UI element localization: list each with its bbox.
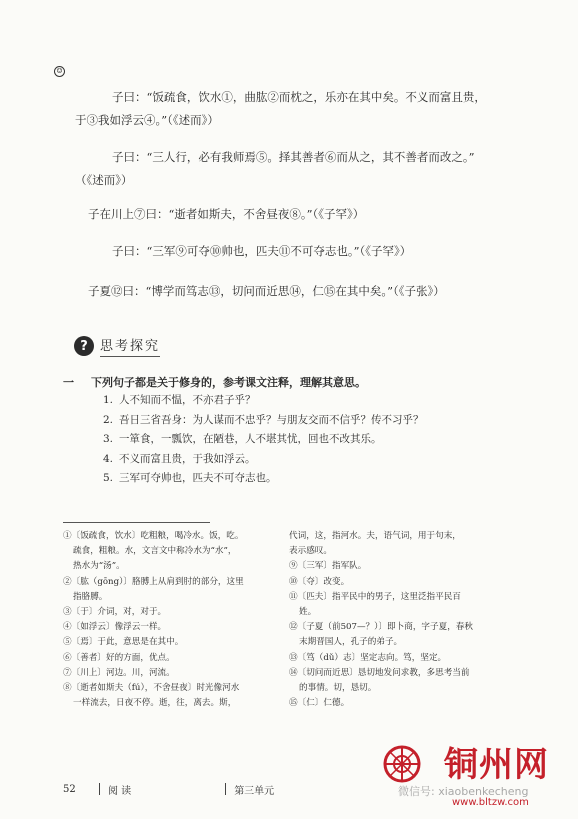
footer-section: 阅 读 (108, 785, 132, 797)
footnote: ⑩〔夺〕改变。 (289, 576, 350, 587)
footer-unit: 第三单元 (234, 785, 275, 797)
list-item (103, 430, 424, 450)
footer-divider (99, 783, 100, 795)
footnote-continuation: 姓。 (299, 607, 317, 618)
item-text: 一箪食，一瓢饮，在陋巷，人不堪其忧，回也不改其乐。 (119, 433, 382, 445)
footnote: ⑬〔笃（dǔ）志〕坚定志向。笃，坚定。 (289, 652, 447, 663)
quote-line: 子曰：“三人行，必有我师焉⑤。择其善者⑥而从之，其不善者而改之。” (112, 150, 475, 164)
footnote: ⑤〔焉〕于此，意思是在其中。 (63, 637, 184, 648)
footnote-continuation: 热水为“汤”。 (73, 561, 125, 572)
footnote: ⑭〔切问而近思〕恳切地发问求教，多思考当前 (289, 667, 470, 678)
footnote: ⑨〔三军〕指军队。 (289, 561, 367, 572)
footer-divider (225, 783, 226, 795)
footnote-divider (63, 522, 210, 523)
quote-3 (88, 203, 498, 226)
footnote: ⑦〔川上〕河边。川，河流。 (63, 667, 175, 678)
exercise-number: 一 (63, 376, 74, 389)
footnote: ④〔如浮云〕像浮云一样。 (63, 622, 167, 633)
section-title: 思考探究 (100, 335, 160, 357)
footnote-continuation: 指胳膊。 (73, 591, 108, 602)
watermark-url: www.bltzw.com (452, 797, 529, 808)
footnote: ⑧〔逝者如斯夫（fú），不舍昼夜〕时光像河水 (63, 683, 240, 694)
footnote: ⑥〔善者〕好的方面，优点。 (63, 652, 175, 663)
footnote: ③〔于〕介词，对，对于。 (63, 607, 167, 618)
quote-line: 子曰：“三军⑨可夺⑩帅也，匹夫⑪不可夺志也。”（《子罕》） (112, 244, 412, 258)
footnote-continuation: 一样流去，日夜不停。逝，往，离去。斯， (73, 698, 237, 709)
footnotes-right (289, 529, 517, 711)
list-item (103, 411, 424, 431)
exercise-list (103, 391, 424, 489)
quote-line: 子夏⑫曰：“博学而笃志⑬，切问而近思⑭，仁⑮在其中矣。”（《子张》） (88, 284, 445, 298)
footnote-continuation: 末期晋国人，孔子的弟子。 (299, 637, 403, 648)
exercise-prompt (63, 374, 366, 390)
footnote: ⑫〔子夏（前507—？）〕即卜商，字子夏，春秋 (289, 622, 473, 633)
footnote: ①〔饭疏食，饮水〕吃粗粮，喝冷水。饭，吃。 (63, 531, 244, 541)
question-mark-icon: ? (74, 336, 94, 356)
item-text: 不义而富且贵，于我如浮云。 (119, 452, 256, 465)
footnote-continuation: 的事情。切，恳切。 (299, 683, 377, 694)
footnote-continuation: 表示感叹。 (289, 546, 332, 557)
site-logo-icon (372, 742, 432, 786)
watermark-wechat: 微信号: xiaobenkecheng (398, 785, 529, 798)
list-item (103, 450, 424, 470)
footnote: ⑪〔匹夫〕指平民中的男子，这里泛指平民百 (289, 591, 461, 602)
smiley-icon: ☺ (54, 66, 65, 77)
quote-line: 于③我如浮云④。”（《述而》） (75, 113, 219, 127)
item-number: 1. (103, 394, 114, 406)
item-number: 2. (103, 413, 114, 426)
item-text: 人不知而不愠，不亦君子乎？ (119, 394, 256, 406)
watermark-site-name: 铜州网 (444, 745, 549, 785)
footnotes-left (63, 529, 283, 711)
item-text: 吾日三省吾身：为人谋而不忠乎？与朋友交而不信乎？传不习乎？ (119, 413, 424, 426)
quote-5 (88, 280, 498, 303)
section-header (74, 333, 160, 359)
quote-line: 子在川上⑦曰：“逝者如斯夫，不舍昼夜⑧。”（《子罕》） (88, 207, 365, 221)
item-number: 5. (103, 472, 114, 484)
list-item (103, 469, 424, 489)
item-number: 3. (103, 433, 114, 445)
quote-2 (75, 146, 498, 192)
quote-line: （《述而》） (75, 173, 133, 187)
quote-1 (75, 86, 498, 132)
page-footer (63, 782, 274, 796)
quote-4 (88, 240, 498, 263)
item-text: 三军可夺帅也，匹夫不可夺志也。 (119, 472, 277, 484)
item-number: 4. (103, 452, 114, 465)
exercise-prompt-text: 下列句子都是关于修身的，参考课文注释，理解其意思。 (91, 376, 366, 389)
footnote: ⑮〔仁〕仁德。 (289, 698, 350, 709)
footnote: ②〔肱（gōng）〕胳膊上从肩到肘的部分，这里 (63, 576, 244, 587)
quote-line: 子曰：“饭疏食，饮水①，曲肱②而枕之，乐亦在其中矣。不义而富且贵， (112, 90, 486, 104)
footnote-continuation: 疏食，粗粮。水，文言文中称冷水为“水”， (73, 546, 237, 557)
page-number: 52 (63, 783, 76, 795)
footnote-continuation: 代词，这，指河水。夫，语气词，用于句末， (289, 531, 461, 541)
list-item (103, 391, 424, 411)
